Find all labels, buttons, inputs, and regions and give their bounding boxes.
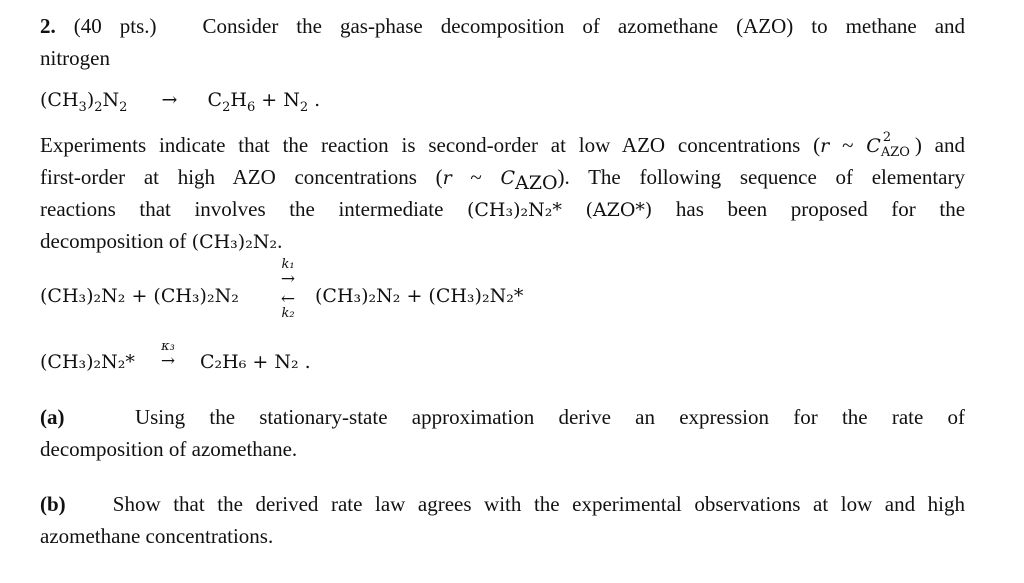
experiments-line4 <box>40 225 965 258</box>
part-a-line2: decomposition of azomethane. <box>40 437 298 461</box>
subscript: 2 <box>299 99 309 115</box>
subscript: 3 <box>78 99 87 115</box>
text-run: Experiments indicate that the reaction is second-order at low AZO concentrations ( <box>40 133 821 157</box>
rate-symbol: r <box>820 135 830 157</box>
text-run: has been proposed for the <box>652 197 966 221</box>
main-reaction-equation <box>40 89 321 115</box>
part-a-line1 <box>40 401 965 433</box>
product-part: . <box>308 89 321 111</box>
product-part: + N <box>255 89 300 111</box>
subscript: 6 <box>246 99 256 115</box>
sub-sup-group <box>880 130 915 160</box>
reactant-part: ) <box>86 89 95 111</box>
text-run: ) and <box>914 133 965 157</box>
problem-intro-text: Consider the gas-phase decomposition of azomethane (AZO) to methane and <box>202 14 966 38</box>
problem-page <box>40 0 965 583</box>
part-a-text: Using the stationary-state approximation derive an expression for the rate of <box>134 405 966 429</box>
k1-label: k₁ <box>281 257 295 272</box>
reverse-arrow-icon: ← <box>280 289 296 309</box>
step2-arrow <box>158 340 178 369</box>
text-run: ~ <box>829 133 867 157</box>
problem-intro-line1 <box>40 10 965 42</box>
reactant-part: N <box>102 89 120 111</box>
problem-intro-line2: nitrogen <box>40 46 110 70</box>
part-b-label: (b) <box>40 492 66 516</box>
text-run: decomposition of <box>40 229 192 253</box>
reaction-arrow: → <box>161 89 178 111</box>
forward-arrow-icon: → <box>280 269 296 289</box>
rate-symbol: r <box>442 167 452 189</box>
part-b-text: Show that the derived rate law agrees with the experimental observations at low and high <box>112 492 966 516</box>
text-run: ). The following sequence of elementary <box>557 165 965 189</box>
part-a-label: (a) <box>40 405 65 429</box>
mechanism-step1-left: (CH₃)₂N₂ + (CH₃)₂N₂ <box>40 285 239 307</box>
subscript: AZO <box>515 172 558 195</box>
reactant-part: (CH <box>40 89 79 111</box>
forward-arrow-icon: → <box>160 351 176 371</box>
product-part: C <box>207 89 223 111</box>
text-run: . <box>277 229 283 253</box>
experiments-line3 <box>40 193 965 226</box>
mechanism-step2-left: (CH₃)₂N₂* <box>40 351 135 373</box>
subscript: 2 <box>94 99 103 115</box>
equilibrium-arrows <box>278 258 298 320</box>
concentration-symbol: C <box>500 167 516 189</box>
text-run: reactions that involves the intermediate <box>40 197 467 221</box>
azo-star: (AZO*) <box>585 199 653 221</box>
k2-label: k₂ <box>281 306 295 321</box>
k3-label: κ₃ <box>161 339 175 354</box>
intermediate-species: (CH₃)₂N₂* <box>466 199 562 221</box>
part-b-line2: azomethane concentrations. <box>40 524 274 548</box>
concentration-symbol: C <box>866 135 881 157</box>
experiments-line2 <box>40 161 965 194</box>
mechanism-step1-right: (CH₃)₂N₂ + (CH₃)₂N₂* <box>315 285 524 307</box>
mechanism-step2-right: C₂H₆ + N₂ . <box>200 351 311 373</box>
species: (CH₃)₂N₂ <box>191 231 278 253</box>
subscript: 2 <box>222 99 231 115</box>
text-run: first-order at high AZO concentrations ( <box>40 165 443 189</box>
subscript: AZO <box>880 145 910 160</box>
problem-points: (40 pts.) <box>73 14 157 38</box>
product-part: H <box>230 89 247 111</box>
superscript: 2 <box>882 130 892 145</box>
experiments-line1 <box>40 129 965 162</box>
part-b-line1 <box>40 488 965 520</box>
subscript: 2 <box>119 99 128 115</box>
text-run: ~ <box>451 165 501 189</box>
problem-number: 2. <box>40 14 56 38</box>
